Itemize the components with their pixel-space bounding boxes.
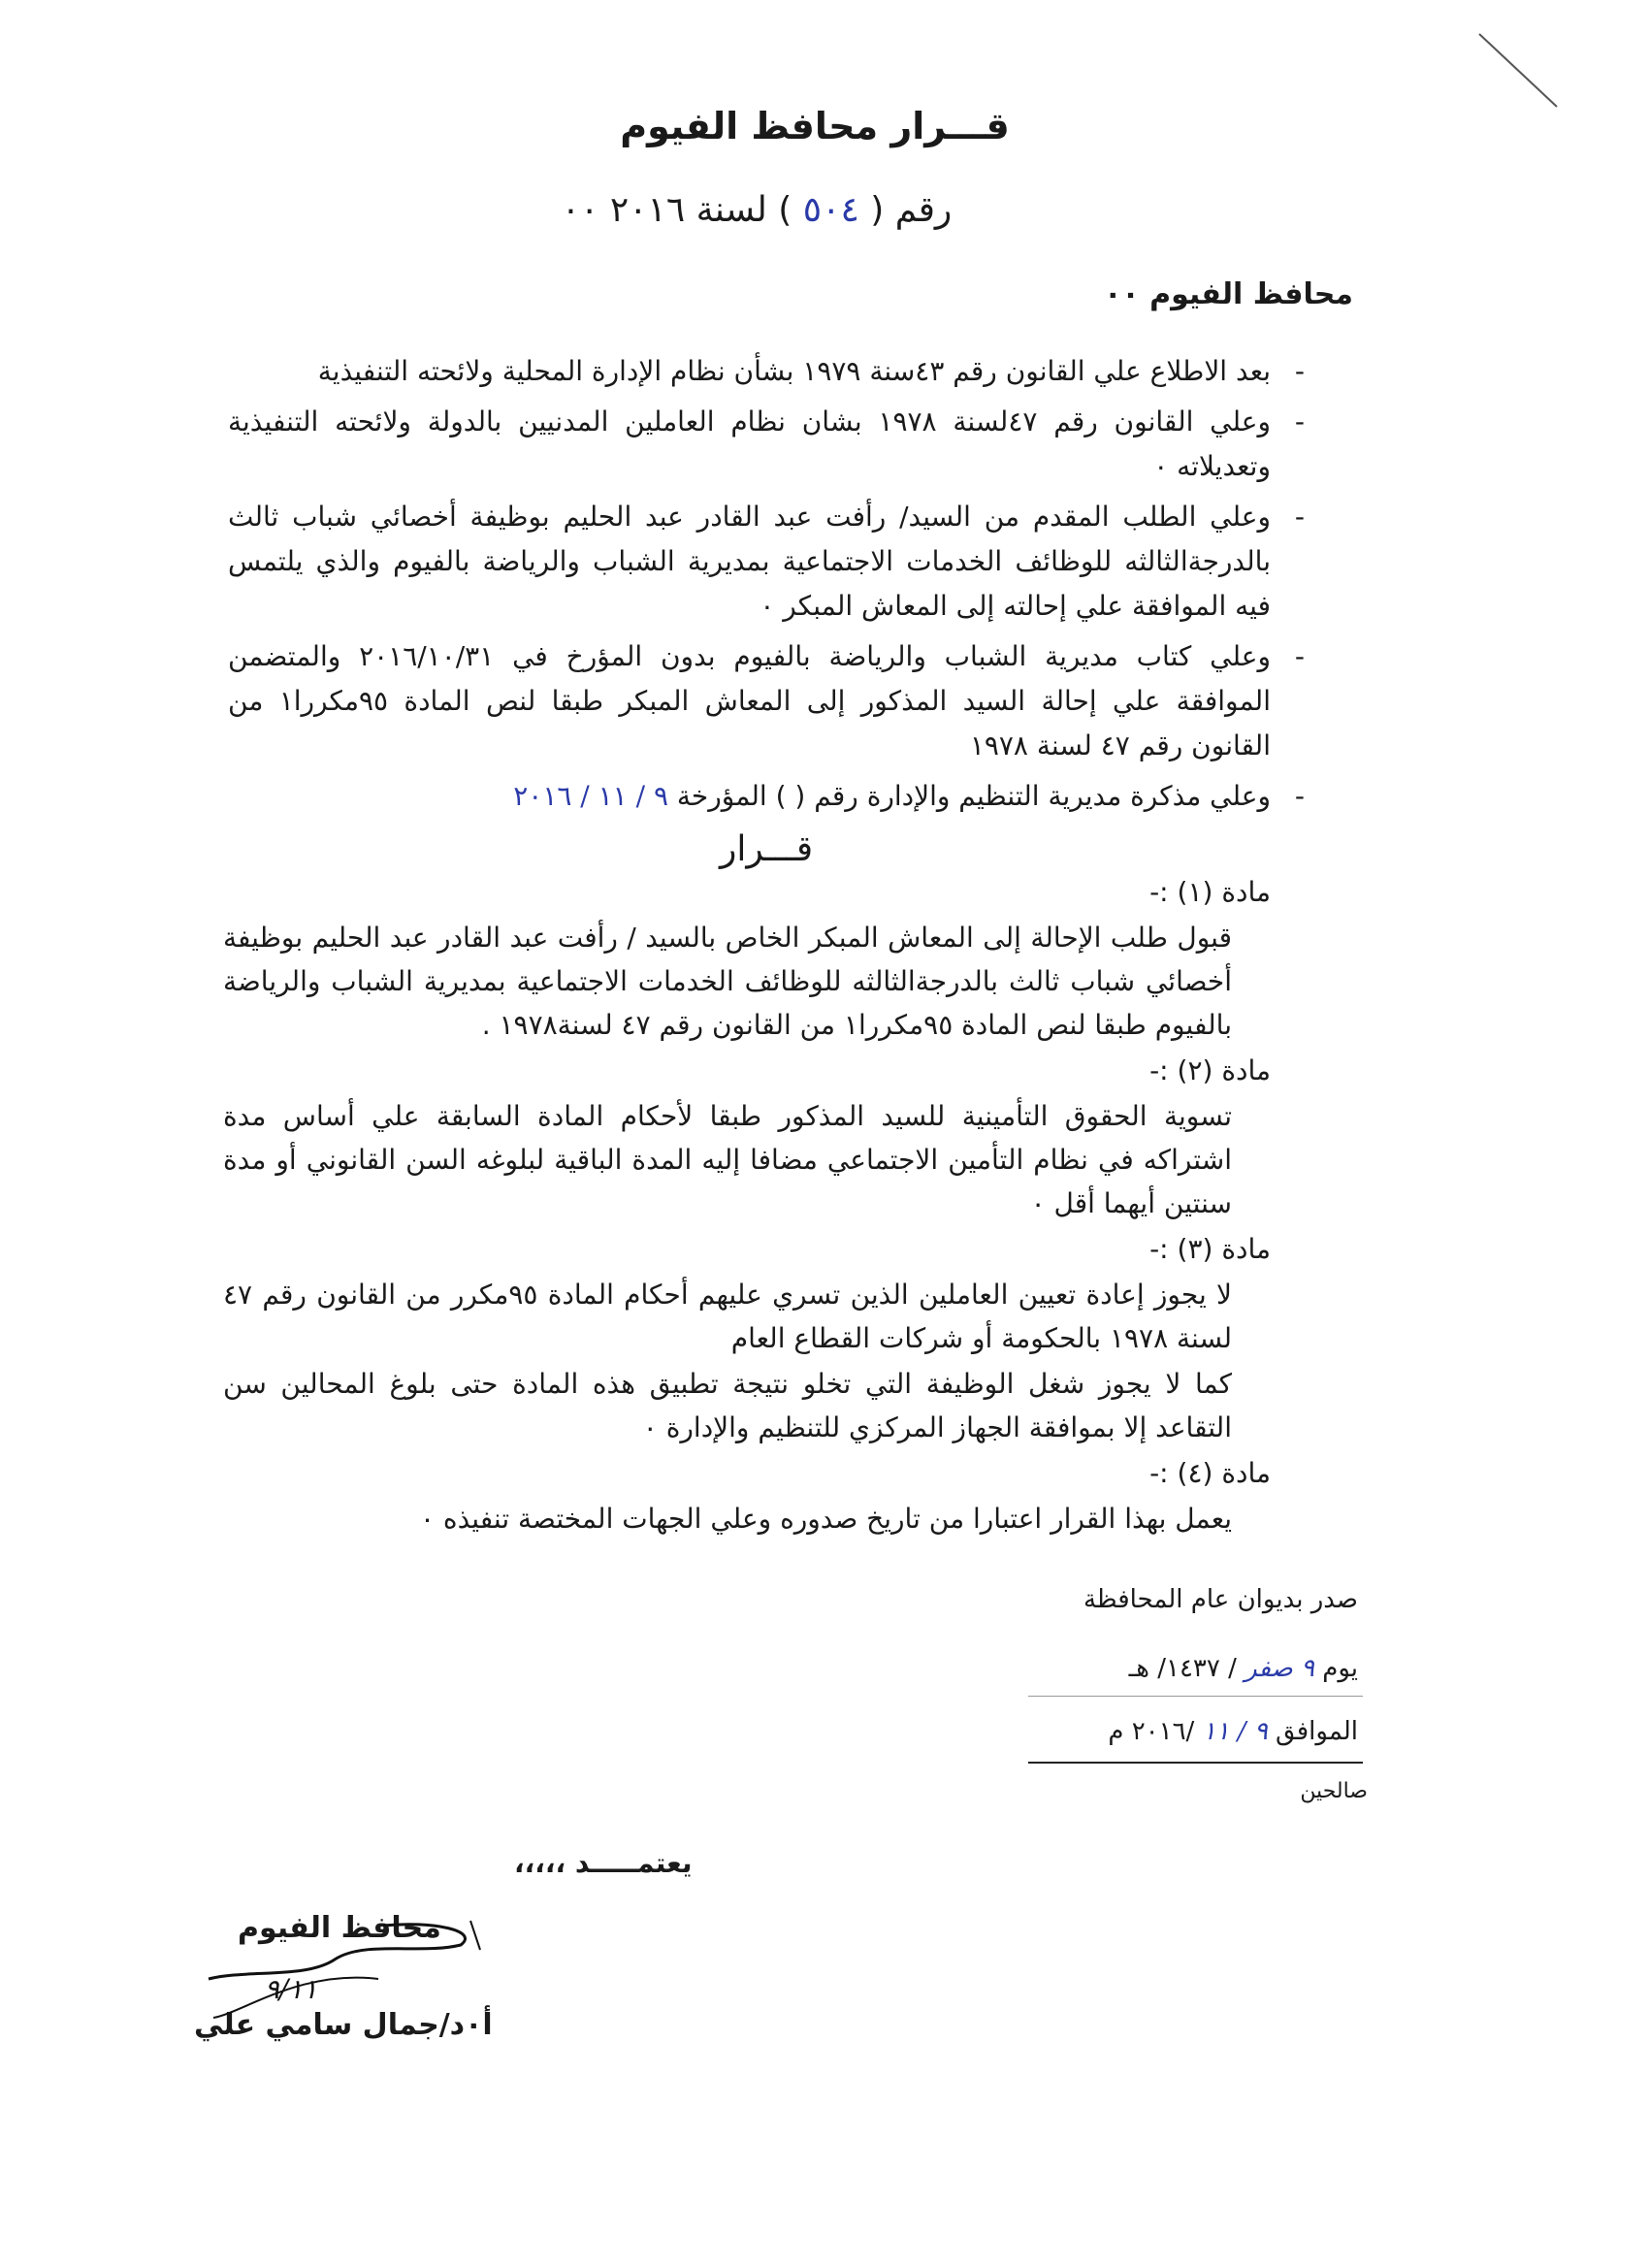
signature-date-scribble — [184, 1960, 398, 2027]
gregorian-date — [1108, 1717, 1358, 1746]
valid-stamp: صالحين — [1300, 1779, 1368, 1803]
article-body: يعمل بهذا القرار اعتبارا من تاريخ صدوره وعلي الجهات المختصة تنفيذه ٠ — [419, 1503, 1232, 1535]
article-body: لا يجوز إعادة تعيين العاملين الذين تسري عليهم أحكام المادة ٩٥مكرر من القانون رقم ٤٧ لسنة ١٩٧٨ بالحكومة أو شركات القطاع العام — [223, 1279, 1233, 1354]
article-body: قبول طلب الإحالة إلى المعاش المبكر الخاص بالسيد / رأفت عبد القادر عبد الحليم بوظيفة أخصائي شباب ثالث بالدرجةالثالثه للوظائف الخدمات الاجتماعية بمديرية الشباب والرياضة بالفيوم طبقا لنص المادة ٩٥مكررا١ من القانون رقم ٤٧ لسنة١٩٧٨ . — [223, 922, 1232, 1041]
number-prefix: رقم ( — [870, 190, 953, 230]
hijri-handwritten: ٩ صفر — [1245, 1654, 1314, 1683]
memo-text: وعلي مذكرة مديرية التنظيم والإدارة رقم ( ) المؤرخة — [676, 780, 1271, 812]
governor-heading: محافظ الفيوم ٠٠ — [1104, 277, 1353, 311]
page-corner-mark — [1474, 29, 1562, 116]
decree-number — [504, 190, 1009, 230]
article-body: تسوية الحقوق التأمينية للسيد المذكور طبقا لأحكام المادة السابقة علي أساس مدة اشتراكه في نظام التأمين الاجتماعي مضافا إليه المدة الباقية لبلوغه السن القانوني أو مدة سنتين أيهما أقل ٠ — [223, 1100, 1232, 1219]
preamble-item-memo — [228, 774, 1305, 819]
greg-rest: /٢٠١٦ م — [1108, 1717, 1195, 1746]
article-label: مادة (٤) :- — [1149, 1457, 1271, 1489]
hijri-rest: / ١٤٣٧/ هـ — [1128, 1654, 1237, 1683]
decree-title: قـــرار محافظ الفيوم — [620, 105, 1010, 147]
issued-line: صدر بديوان عام المحافظة — [1083, 1585, 1358, 1614]
preamble-item: - وعلي الطلب المقدم من السيد/ رأفت عبد القادر عبد الحليم بوظيفة أخصائي شباب ثالث بالدرجةالثالثه للوظائف الخدمات الاجتماعية بمديرية الشباب والرياضة بالفيوم والذي يلتمس فيه الموافقة علي إحالته إلى المعاش المبكر ٠ — [228, 495, 1305, 629]
gregorian-underline — [1028, 1762, 1363, 1764]
signature-date: ٩/١١ — [264, 1973, 318, 2005]
greg-handwritten: ٩ / ١١ — [1202, 1717, 1268, 1746]
article-label: مادة (٢) :- — [1149, 1054, 1271, 1086]
preamble-item: - وعلي كتاب مديرية الشباب والرياضة بالفيوم بدون المؤرخ في ٢٠١٦/١٠/٣١ والمتضمن الموافقة علي إحالة السيد المذكور إلى المعاش المبكر طبقا لنص المادة ٩٥مكررا١ من القانون رقم ٤٧ لسنة ١٩٧٨ — [228, 634, 1305, 768]
approved-line: يعتمـــــد ،،،،، — [514, 1847, 693, 1879]
number-value: ٥٠٤ — [802, 190, 859, 230]
decision-heading: قـــرار — [719, 829, 814, 869]
memo-date: ٩ / ١١ / ٢٠١٦ — [513, 780, 668, 812]
preamble-item: - بعد الاطلاع علي القانون رقم ٤٣سنة ١٩٧٩ بشأن نظام الإدارة المحلية ولائحته التنفيذية — [228, 349, 1305, 394]
preamble-list — [228, 349, 1305, 825]
greg-prefix: الموافق — [1276, 1717, 1358, 1746]
article-body: كما لا يجوز شغل الوظيفة التي تخلو نتيجة تطبيق هذه المادة حتى بلوغ المحالين سن التقاعد إلا بموافقة الجهاز المركزي للتنظيم والإدارة ٠ — [223, 1368, 1232, 1443]
hijri-prefix: يوم — [1322, 1654, 1358, 1683]
number-tail: ٠٠ — [561, 190, 599, 230]
governor-title: محافظ الفيوم — [238, 1911, 441, 1945]
number-suffix: ) لسنة ٢٠١٦ — [609, 190, 792, 230]
hijri-underline — [1028, 1696, 1363, 1697]
article-label: مادة (١) :- — [1149, 876, 1271, 908]
hijri-date — [1129, 1654, 1358, 1683]
articles — [223, 868, 1271, 1542]
governor-name: أ٠د/جمال سامي علي — [194, 2008, 493, 2042]
article-label: مادة (٣) :- — [1149, 1233, 1271, 1265]
preamble-item: - وعلي القانون رقم ٤٧لسنة ١٩٧٨ بشان نظام العاملين المدنيين بالدولة ولائحته التنفيذية وتعديلاته ٠ — [228, 400, 1305, 489]
